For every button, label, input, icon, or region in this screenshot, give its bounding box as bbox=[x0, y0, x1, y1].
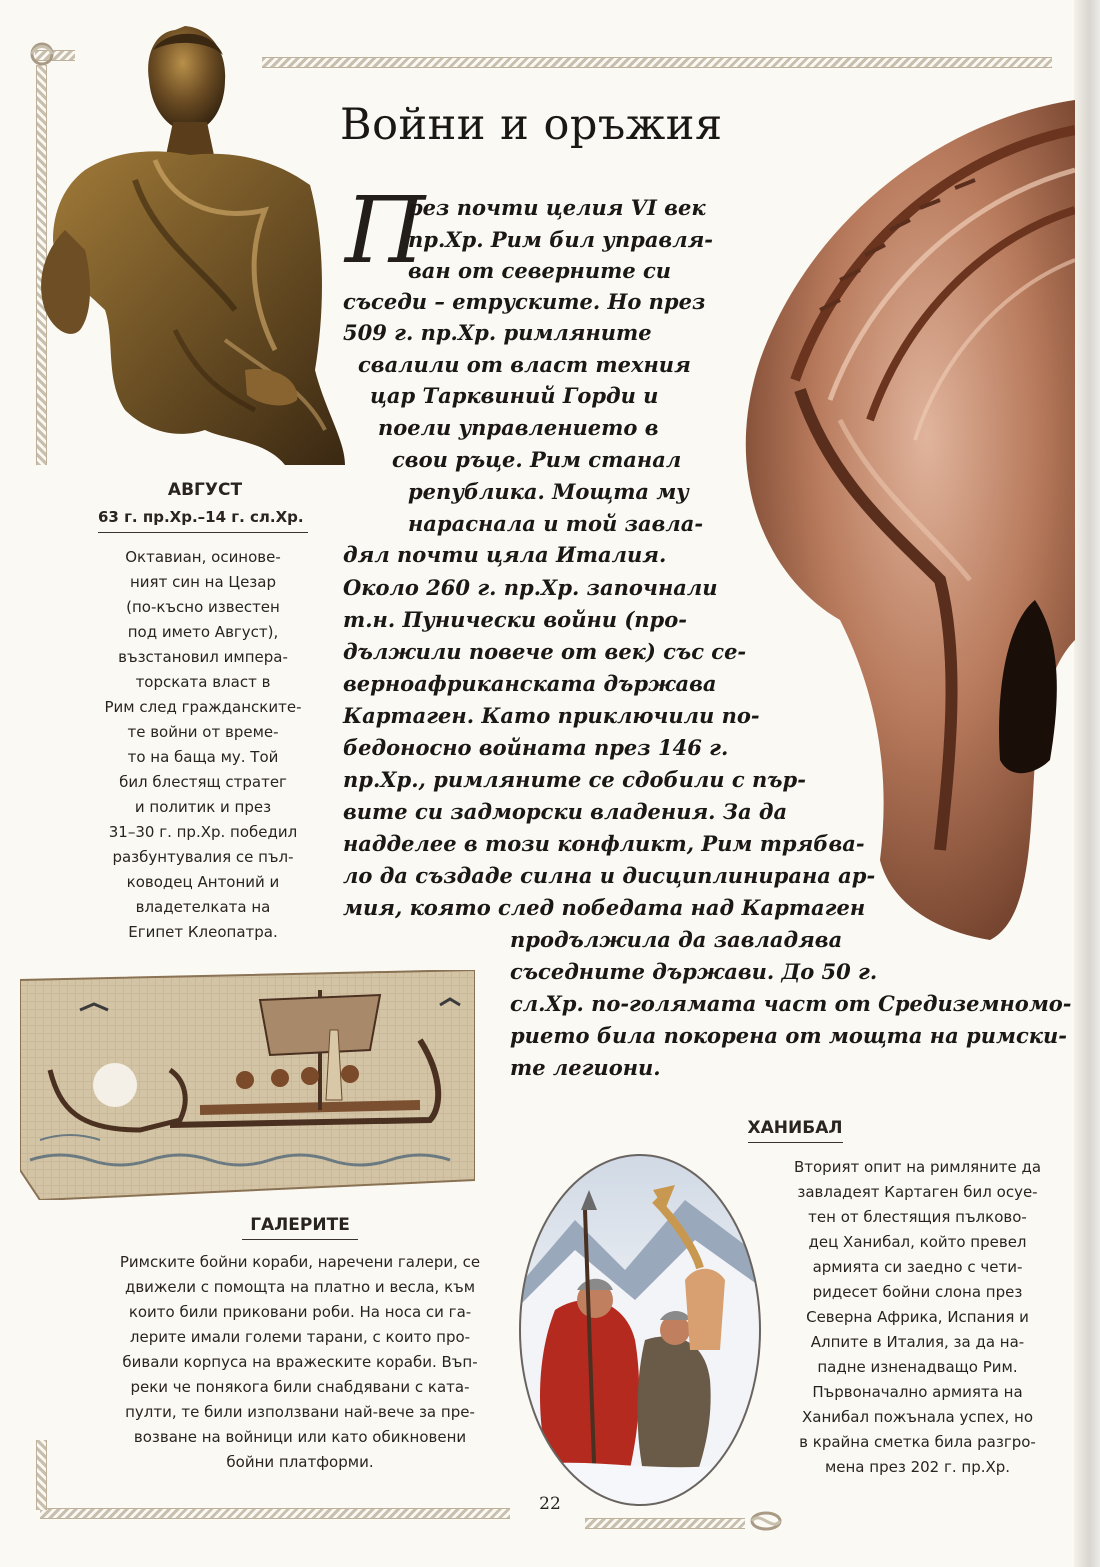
hannibal-caption-line: завладеят Картаген бил осуе- bbox=[797, 1183, 1038, 1201]
augustus-caption-line: Октавиан, осинове- bbox=[125, 548, 281, 566]
hannibal-caption-line: тен от блестящия пълково- bbox=[808, 1208, 1027, 1226]
galleys-caption-rule bbox=[242, 1239, 358, 1240]
augustus-caption-line: разбунтувалия се пъл- bbox=[112, 848, 294, 866]
main-text-line: цар Тарквиний Горди и bbox=[370, 383, 659, 408]
augustus-caption-line: ководец Антоний и bbox=[126, 873, 280, 891]
main-text-line: ло да създаде силна и дисциплинирана ар- bbox=[343, 863, 876, 888]
augustus-caption-line: (по-късно известен bbox=[126, 598, 280, 616]
augustus-caption-line: ният син на Цезар bbox=[130, 573, 276, 591]
main-text-line: Около 260 г. пр.Хр. започнали bbox=[343, 575, 718, 600]
main-text-line: дължили повече от век) със се- bbox=[343, 639, 747, 664]
augustus-caption-line: то на баща му. Той bbox=[127, 748, 279, 766]
galleys-caption-line: пулти, те били използвани най-вече за пре- bbox=[125, 1403, 475, 1421]
rope-border-bottom-right bbox=[585, 1518, 745, 1529]
hannibal-caption-line: Северна Африка, Испания и bbox=[806, 1308, 1029, 1326]
hannibal-caption-line: мена през 202 г. пр.Хр. bbox=[824, 1458, 1011, 1476]
hannibal-caption-line: Ханибал пожънала успех, но bbox=[801, 1408, 1034, 1426]
main-text-line: продължила да завладява bbox=[510, 927, 843, 952]
main-text-line: дял почти цяла Италия. bbox=[343, 542, 667, 567]
augustus-caption-line: те войни от време- bbox=[127, 723, 279, 741]
main-text-line: т.н. Пунически войни (про- bbox=[343, 607, 687, 632]
augustus-caption-line: владетелката на bbox=[135, 898, 271, 916]
main-text-line: верноафриканската държава bbox=[343, 671, 717, 696]
main-text-line: република. Мощта му bbox=[408, 479, 689, 504]
main-text-line: съседните държави. До 50 г. bbox=[510, 959, 878, 984]
galleys-caption-line: лерите имали големи тарани, с които про- bbox=[129, 1328, 471, 1346]
augustus-caption-title: АВГУСТ bbox=[167, 480, 243, 500]
main-text-line: поели управлението в bbox=[378, 415, 659, 440]
hannibal-caption-line: ридесет бойни слона през bbox=[812, 1283, 1023, 1301]
hannibal-caption-line: падне изненадващо Рим. bbox=[817, 1358, 1018, 1376]
main-text-line: рез почти целия VI век bbox=[408, 195, 706, 220]
rope-border-bottom-left bbox=[40, 1508, 510, 1519]
page-gutter bbox=[1074, 0, 1100, 1567]
rope-border-left-lower bbox=[36, 1440, 47, 1510]
main-text-line: рието била покорена от мощта на римски- bbox=[510, 1023, 1067, 1048]
rope-knot-icon bbox=[748, 1506, 784, 1536]
galleys-caption-line: Римските бойни кораби, наречени галери, се bbox=[119, 1253, 481, 1271]
augustus-statue-image bbox=[25, 10, 365, 470]
hannibal-caption-line: Първоначално армията на bbox=[812, 1383, 1023, 1401]
main-text-line: нараснала и той завла- bbox=[408, 511, 704, 536]
galley-mosaic-image bbox=[20, 970, 475, 1200]
hannibal-caption-line: армията си заедно с чети- bbox=[812, 1258, 1023, 1276]
augustus-caption-line: и политик и през bbox=[134, 798, 272, 816]
main-text-line: съседи – етруските. Но през bbox=[343, 289, 706, 314]
augustus-caption-line: под името Август), bbox=[127, 623, 279, 641]
main-text-line: сл.Хр. по-голямата част от Средиземномо- bbox=[510, 991, 1072, 1016]
galleys-caption-line: бойни платформи. bbox=[226, 1453, 374, 1471]
galleys-caption-line: возване на войници или като обикновени bbox=[133, 1428, 467, 1446]
hannibal-caption-line: дец Ханибал, който превел bbox=[808, 1233, 1027, 1251]
main-text-line: свалили от власт техния bbox=[358, 352, 691, 377]
main-text-line: пр.Хр., римляните се сдобили с пър- bbox=[343, 767, 806, 792]
main-text-line: Картаген. Като приключили по- bbox=[343, 703, 760, 728]
galleys-caption-line: бивали корпуса на вражеските кораби. Въп- bbox=[122, 1353, 478, 1371]
galleys-caption-line: които били приковани роби. На носа си га- bbox=[128, 1303, 472, 1321]
main-text-line: ван от северните си bbox=[408, 258, 672, 283]
page-title: Войни и оръжия bbox=[340, 100, 723, 150]
galleys-caption-line: реки че понякога били снабдявани с ката- bbox=[130, 1378, 470, 1396]
page-number: 22 bbox=[539, 1494, 561, 1514]
main-text-line: мия, която след победата над Картаген bbox=[343, 895, 866, 920]
augustus-caption-line: възстановил импера- bbox=[118, 648, 288, 666]
hannibal-illustration-image bbox=[515, 1150, 765, 1510]
hannibal-caption-title: ХАНИБАЛ bbox=[747, 1118, 843, 1138]
hannibal-caption-line: в крайна сметка била разгро- bbox=[799, 1433, 1036, 1451]
augustus-caption-line: Египет Клеопатра. bbox=[128, 923, 278, 941]
hannibal-caption-line: Алпите в Италия, за да на- bbox=[810, 1333, 1025, 1351]
hannibal-caption-rule bbox=[748, 1142, 843, 1143]
main-text-line: пр.Хр. Рим бил управля- bbox=[408, 227, 714, 252]
augustus-caption-line: торската власт в bbox=[135, 673, 271, 691]
augustus-caption-line: 31–30 г. пр.Хр. победил bbox=[108, 823, 298, 841]
galleys-caption-line: движели с помощта на платно и весла, към bbox=[124, 1278, 476, 1296]
main-text-line: те легиони. bbox=[510, 1055, 661, 1080]
galleys-caption-title: ГАЛЕРИТЕ bbox=[250, 1215, 350, 1235]
main-text-line: 509 г. пр.Хр. римляните bbox=[343, 320, 652, 345]
augustus-caption-dates: 63 г. пр.Хр.–14 г. сл.Хр. bbox=[98, 508, 304, 526]
main-text-line: свои ръце. Рим станал bbox=[392, 447, 682, 472]
augustus-caption-line: Рим след гражданските- bbox=[104, 698, 302, 716]
augustus-caption-line: бил блестящ стратег bbox=[119, 773, 287, 791]
drop-cap: П bbox=[345, 177, 426, 284]
main-text-line: бедоносно войната през 146 г. bbox=[343, 735, 729, 760]
augustus-caption-rule bbox=[98, 532, 308, 533]
hannibal-caption-line: Вторият опит на римляните да bbox=[793, 1158, 1042, 1176]
main-text-line: надделее в този конфликт, Рим трябва- bbox=[343, 831, 865, 856]
main-text-line: вите си задморски владения. За да bbox=[343, 799, 788, 824]
